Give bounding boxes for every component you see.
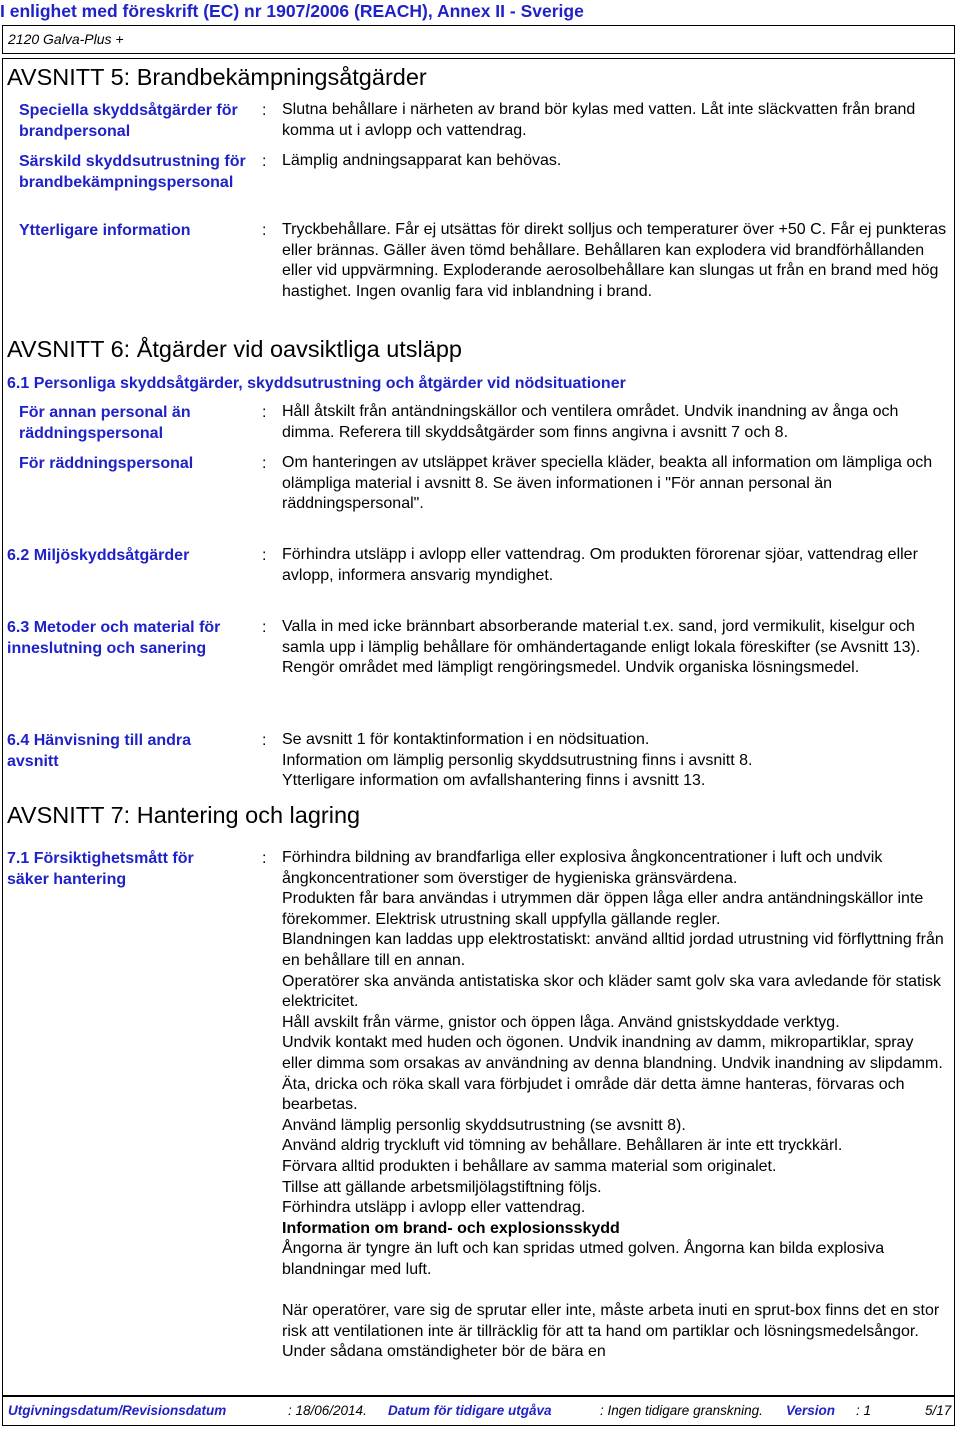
s71-line: Använd lämplig personlig skyddsutrustning (se avsnitt 8). [282, 1116, 686, 1134]
s71-line: Förvara alltid produkten i behållare av samma material som originalet. [282, 1157, 777, 1175]
s71-line: Produkten får bara användas i utrymmen där öppen låga eller andra antändningskällor inte förekommer. Elektrisk utrustning skall uppfylla gällande regler. [282, 890, 924, 928]
colon: : [262, 850, 267, 867]
document-title: I enlighet med föreskrift (EC) nr 1907/2006 (REACH), Annex II - Sverige [0, 1, 584, 21]
footer-issue-label: Utgivningsdatum/Revisionsdatum [8, 1403, 227, 1418]
s71-line: Äta, dricka och röka skall vara förbjudet i område där detta ämne hanteras, förvaras och bearbetas. [282, 1075, 905, 1114]
s64-line: Se avsnitt 1 för kontaktinformation i en nödsituation. [282, 731, 650, 748]
colon: : [262, 619, 267, 636]
s61-label-other-personnel: För annan personal än räddningspersonal [19, 404, 191, 442]
footer-version-label: Version [786, 1403, 836, 1418]
section-6-heading: AVSNITT 6: Åtgärder vid oavsiktliga utsläpp [7, 336, 462, 362]
s5-label-additional-info: Ytterligare information [19, 222, 191, 239]
product-name-box [2, 25, 955, 54]
s71-line: Blandningen kan laddas upp elektrostatiskt: använd alltid jordad utrustning vid förflyttning från en behållare till en annan. [282, 931, 944, 969]
section-5-heading: AVSNITT 5: Brandbekämpningsåtgärder [7, 64, 427, 90]
s71-value [282, 848, 948, 1363]
s64-value [282, 730, 948, 792]
s71-line: Håll avskilt från värme, gnistor och öppen låga. Använd gnistskyddade verktyg. [282, 1013, 840, 1031]
s71-line: Tillse att gällande arbetsmiljölagstiftning följs. [282, 1178, 602, 1196]
fire-protection-heading: Information om brand- och explosionsskydd [282, 1219, 620, 1237]
product-name: 2120 Galva-Plus + [8, 31, 124, 47]
footer [2, 1396, 955, 1426]
s5-value-protective-equipment: Lämplig andningsapparat kan behövas. [282, 152, 562, 169]
s63-value: Valla in med icke brännbart absorberande material t.ex. sand, jord vermikulit, kiselgur och samla upp i lämplig behållare för omhändertagande enligt lokala föreskifter (se Avsnitt 13). Rengör området med lämpligt rengöringsmedel. Undvik organiska lösningsmedel. [282, 618, 921, 677]
s64-line: Ytterligare information om avfallshantering finns i avsnitt 13. [282, 772, 706, 790]
colon: : [262, 222, 267, 239]
colon: : [262, 102, 267, 119]
colon: : [262, 153, 267, 170]
s5-label-protective-equipment: Särskild skyddsutrustning för brandbekämpningspersonal [19, 153, 246, 191]
s71-line: Använd aldrig tryckluft vid tömning av behållare. Behållaren är inte ett tryckkärl. [282, 1137, 843, 1155]
s71-line: Förhindra bildning av brandfarliga eller explosiva ångkoncentrationer i luft och undvik ångkoncentrationer som överstiger de hygieniska gränsvärdena. [282, 849, 883, 887]
footer-page-number: 5/17 [925, 1403, 952, 1418]
s62-label: 6.2 Miljöskyddsåtgärder [7, 547, 190, 564]
colon: : [262, 547, 267, 564]
s64-label: 6.4 Hänvisning till andra avsnitt [7, 732, 192, 770]
fire-protection-text: Ångorna är tyngre än luft och kan spridas utmed golven. Ångorna kan bilda explosiva blandningar med luft. [282, 1240, 885, 1278]
section-7-heading: AVSNITT 7: Hantering och lagring [7, 802, 361, 828]
spray-booth-text: När operatörer, vare sig de sprutar eller inte, måste arbeta inuti en sprut-box finns det en stor risk att ventilationen inte är tillräcklig för att ta hand om partiklar och lösningsmedelsångor. Under sådana omständigheter bör de bära en [282, 1302, 940, 1361]
s5-value-additional-info: Tryckbehållare. Får ej utsättas för direkt solljus och temperaturer över +50 C. Får ej punkteras eller brännas. Gäller även tömd behållare. Behållaren kan explodera vid brandförhållanden eller vid uppvärmning. Exploderande aerosolbehållare kan slungas ut från en brand med hög hastighet. Ingen ovanlig fara vid inblandning i brand. [282, 221, 947, 300]
colon: : [262, 404, 267, 421]
section-6-1-heading: 6.1 Personliga skyddsåtgärder, skyddsutrustning och åtgärder vid nödsituationer [7, 375, 626, 392]
s61-value-other-personnel: Håll åtskilt från antändningskällor och ventilera området. Undvik inandning av ånga och dimma. Referera till skyddsåtgärder som finns angivna i avsnitt 7 och 8. [282, 403, 899, 441]
s62-value: Förhindra utsläpp i avlopp eller vattendrag. Om produkten förorenar sjöar, vattendrag eller avlopp, informera ansvarig myndighet. [282, 546, 918, 584]
footer-version-value: : 1 [856, 1403, 872, 1418]
colon: : [262, 455, 267, 472]
s63-label: 6.3 Metoder och material för inneslutning och sanering [7, 619, 221, 657]
footer-prev-value: : Ingen tidigare granskning. [600, 1403, 763, 1418]
s61-label-emergency-personnel: För räddningspersonal [19, 455, 194, 472]
s71-line: Förhindra utsläpp i avlopp eller vattendrag. [282, 1199, 586, 1217]
s71-line: Undvik kontakt med huden och ögonen. Undvik inandning av damm, mikropartiklar, spray eller dimma som orsakas av användning av denna blandning. Undvik inandning av slipdamm. [282, 1034, 943, 1072]
colon: : [262, 732, 267, 749]
s64-line: Information om lämplig personlig skyddsutrustning finns i avsnitt 8. [282, 751, 753, 769]
s5-label-special-measures: Speciella skyddsåtgärder för brandpersonal [19, 102, 238, 140]
footer-prev-label: Datum för tidigare utgåva [388, 1403, 552, 1418]
s5-value-special-measures: Slutna behållare i närheten av brand bör kylas med vatten. Låt inte släckvatten från brand komma ut i avlopp och vattendrag. [282, 101, 916, 139]
footer-issue-value: : 18/06/2014. [288, 1403, 367, 1418]
s71-line: Operatörer ska använda antistatiska skor och kläder samt golv ska vara avledande för statisk elektricitet. [282, 972, 941, 1011]
s61-value-emergency-personnel: Om hanteringen av utsläppet kräver speciella kläder, beakta all information om lämpliga och olämpliga material i avsnitt 8. Se även informationen i "För annan personal än räddningspersonal". [282, 454, 933, 513]
s71-label: 7.1 Försiktighetsmått för säker hantering [7, 850, 194, 888]
